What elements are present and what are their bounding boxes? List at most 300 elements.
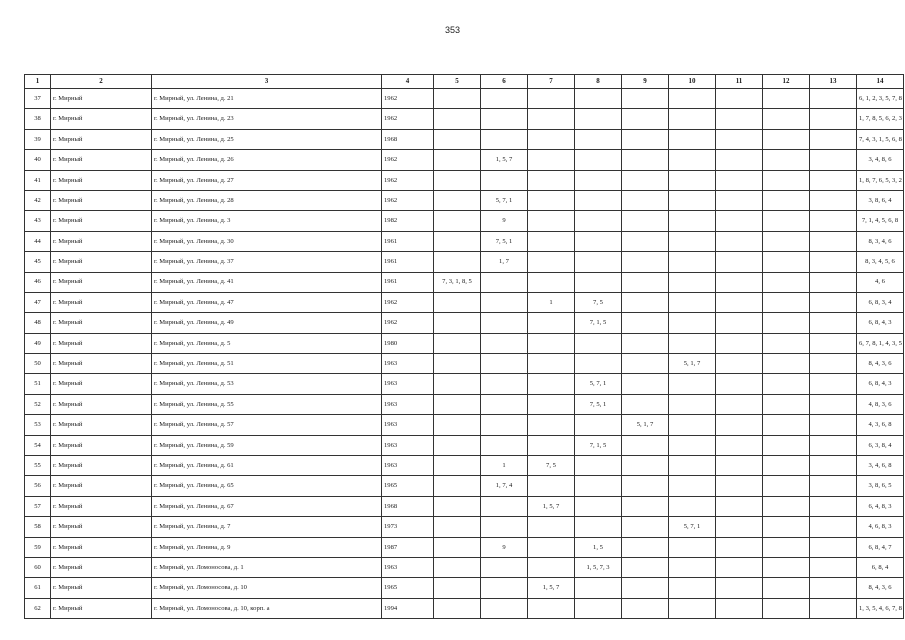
col10-cell <box>669 496 716 516</box>
col9-cell <box>622 190 669 210</box>
col6-cell: 1 <box>481 456 528 476</box>
column-header: 5 <box>434 75 481 89</box>
settlement-cell: г. Мирный <box>51 496 152 516</box>
col12-cell <box>763 517 810 537</box>
col5-cell <box>434 109 481 129</box>
col14-cell: 3, 4, 8, 6 <box>857 150 904 170</box>
col14-cell: 6, 8, 3, 4 <box>857 292 904 312</box>
table-row <box>25 170 904 190</box>
col11-cell <box>716 190 763 210</box>
col10-cell: 5, 1, 7 <box>669 354 716 374</box>
row-number: 56 <box>25 476 51 496</box>
table-row <box>25 537 904 557</box>
address-cell: г. Мирный, ул. Ломоносова, д. 10, корп. а <box>152 598 382 618</box>
col12-cell <box>763 252 810 272</box>
col14-cell: 8, 4, 3, 6 <box>857 578 904 598</box>
row-number: 55 <box>25 456 51 476</box>
table-row <box>25 557 904 577</box>
col14-cell: 6, 8, 4, 3 <box>857 313 904 333</box>
col10-cell <box>669 89 716 109</box>
col7-cell <box>528 272 575 292</box>
address-cell: г. Мирный, ул. Ленина, д. 53 <box>152 374 382 394</box>
col11-cell <box>716 354 763 374</box>
table-row <box>25 415 904 435</box>
col6-cell <box>481 313 528 333</box>
settlement-cell: г. Мирный <box>51 476 152 496</box>
col10-cell <box>669 292 716 312</box>
col9-cell <box>622 476 669 496</box>
col6-cell <box>481 354 528 374</box>
column-header: 14 <box>857 75 904 89</box>
col10-cell <box>669 150 716 170</box>
col12-cell <box>763 354 810 374</box>
col9-cell <box>622 170 669 190</box>
col8-cell <box>575 150 622 170</box>
address-cell: г. Мирный, ул. Ленина, д. 3 <box>152 211 382 231</box>
col12-cell <box>763 557 810 577</box>
address-cell: г. Мирный, ул. Ленина, д. 67 <box>152 496 382 516</box>
col6-cell: 9 <box>481 537 528 557</box>
col8-cell <box>575 231 622 251</box>
col7-cell <box>528 333 575 353</box>
col9-cell <box>622 374 669 394</box>
col7-cell <box>528 252 575 272</box>
col6-cell <box>481 129 528 149</box>
table-row <box>25 394 904 414</box>
col6-cell: 7, 5, 1 <box>481 231 528 251</box>
col11-cell <box>716 415 763 435</box>
col14-cell: 6, 8, 4, 3 <box>857 374 904 394</box>
col7-cell <box>528 211 575 231</box>
col5-cell <box>434 190 481 210</box>
row-number: 38 <box>25 109 51 129</box>
col14-cell: 8, 3, 4, 6 <box>857 231 904 251</box>
col8-cell <box>575 170 622 190</box>
col9-cell <box>622 394 669 414</box>
settlement-cell: г. Мирный <box>51 272 152 292</box>
col11-cell <box>716 150 763 170</box>
col7-cell <box>528 89 575 109</box>
col8-cell: 7, 1, 5 <box>575 313 622 333</box>
col10-cell <box>669 394 716 414</box>
col6-cell <box>481 415 528 435</box>
col6-cell <box>481 496 528 516</box>
col7-cell: 1 <box>528 292 575 312</box>
table-row <box>25 211 904 231</box>
col12-cell <box>763 374 810 394</box>
col14-cell: 8, 4, 3, 6 <box>857 354 904 374</box>
housing-registry-table <box>24 74 904 619</box>
table-row <box>25 129 904 149</box>
col12-cell <box>763 435 810 455</box>
col6-cell <box>481 394 528 414</box>
col11-cell <box>716 578 763 598</box>
year-cell: 1963 <box>382 354 434 374</box>
col7-cell <box>528 415 575 435</box>
settlement-cell: г. Мирный <box>51 170 152 190</box>
col8-cell <box>575 190 622 210</box>
table-row <box>25 292 904 312</box>
col10-cell: 5, 7, 1 <box>669 517 716 537</box>
year-cell: 1973 <box>382 517 434 537</box>
col13-cell <box>810 415 857 435</box>
col14-cell: 6, 8, 4, 7 <box>857 537 904 557</box>
year-cell: 1965 <box>382 578 434 598</box>
col6-cell: 5, 7, 1 <box>481 190 528 210</box>
settlement-cell: г. Мирный <box>51 415 152 435</box>
col6-cell: 1, 7, 4 <box>481 476 528 496</box>
col7-cell <box>528 129 575 149</box>
col13-cell <box>810 231 857 251</box>
col8-cell: 7, 1, 5 <box>575 435 622 455</box>
col14-cell: 8, 3, 4, 5, 6 <box>857 252 904 272</box>
table-row <box>25 476 904 496</box>
col9-cell <box>622 109 669 129</box>
settlement-cell: г. Мирный <box>51 374 152 394</box>
col5-cell <box>434 537 481 557</box>
col11-cell <box>716 109 763 129</box>
col10-cell <box>669 456 716 476</box>
row-number: 41 <box>25 170 51 190</box>
col14-cell: 4, 6 <box>857 272 904 292</box>
col7-cell <box>528 394 575 414</box>
table-row <box>25 333 904 353</box>
col9-cell <box>622 313 669 333</box>
address-cell: г. Мирный, ул. Ленина, д. 28 <box>152 190 382 210</box>
settlement-cell: г. Мирный <box>51 394 152 414</box>
address-cell: г. Мирный, ул. Ленина, д. 59 <box>152 435 382 455</box>
col10-cell <box>669 109 716 129</box>
address-cell: г. Мирный, ул. Ленина, д. 37 <box>152 252 382 272</box>
col7-cell: 1, 5, 7 <box>528 496 575 516</box>
address-cell: г. Мирный, ул. Ленина, д. 25 <box>152 129 382 149</box>
column-header: 1 <box>25 75 51 89</box>
col8-cell <box>575 496 622 516</box>
col13-cell <box>810 272 857 292</box>
col14-cell: 1, 3, 5, 4, 6, 7, 8 <box>857 598 904 618</box>
col10-cell <box>669 435 716 455</box>
col7-cell <box>528 374 575 394</box>
col7-cell <box>528 435 575 455</box>
row-number: 51 <box>25 374 51 394</box>
year-cell: 1968 <box>382 496 434 516</box>
table-row <box>25 374 904 394</box>
col6-cell <box>481 292 528 312</box>
col9-cell <box>622 598 669 618</box>
col12-cell <box>763 109 810 129</box>
table-row <box>25 354 904 374</box>
col14-cell: 1, 8, 7, 6, 5, 3, 2 <box>857 170 904 190</box>
col10-cell <box>669 415 716 435</box>
col10-cell <box>669 252 716 272</box>
year-cell: 1963 <box>382 394 434 414</box>
settlement-cell: г. Мирный <box>51 190 152 210</box>
col9-cell <box>622 333 669 353</box>
col6-cell <box>481 557 528 577</box>
address-cell: г. Мирный, ул. Ленина, д. 27 <box>152 170 382 190</box>
col6-cell <box>481 517 528 537</box>
col8-cell <box>575 89 622 109</box>
column-header: 2 <box>51 75 152 89</box>
col5-cell <box>434 394 481 414</box>
year-cell: 1963 <box>382 374 434 394</box>
col9-cell <box>622 496 669 516</box>
col9-cell <box>622 252 669 272</box>
col12-cell <box>763 170 810 190</box>
col7-cell: 7, 5 <box>528 456 575 476</box>
column-number-header-row <box>25 75 904 89</box>
settlement-cell: г. Мирный <box>51 578 152 598</box>
col8-cell <box>575 211 622 231</box>
page-number: 353 <box>444 25 461 35</box>
col9-cell <box>622 354 669 374</box>
col13-cell <box>810 557 857 577</box>
col14-cell: 6, 7, 8, 1, 4, 3, 5 <box>857 333 904 353</box>
col7-cell <box>528 537 575 557</box>
col13-cell <box>810 354 857 374</box>
col5-cell <box>434 517 481 537</box>
col8-cell: 7, 5 <box>575 292 622 312</box>
col5-cell <box>434 456 481 476</box>
col7-cell <box>528 354 575 374</box>
col12-cell <box>763 190 810 210</box>
year-cell: 1963 <box>382 456 434 476</box>
row-number: 47 <box>25 292 51 312</box>
settlement-cell: г. Мирный <box>51 354 152 374</box>
col10-cell <box>669 557 716 577</box>
col14-cell: 3, 8, 6, 5 <box>857 476 904 496</box>
col13-cell <box>810 89 857 109</box>
address-cell: г. Мирный, ул. Ленина, д. 61 <box>152 456 382 476</box>
col10-cell <box>669 190 716 210</box>
col8-cell <box>575 415 622 435</box>
col10-cell <box>669 578 716 598</box>
col11-cell <box>716 272 763 292</box>
row-number: 37 <box>25 89 51 109</box>
col9-cell <box>622 456 669 476</box>
table-row <box>25 109 904 129</box>
address-cell: г. Мирный, ул. Ленина, д. 5 <box>152 333 382 353</box>
row-number: 43 <box>25 211 51 231</box>
col9-cell <box>622 129 669 149</box>
col5-cell <box>434 89 481 109</box>
col5-cell <box>434 476 481 496</box>
row-number: 54 <box>25 435 51 455</box>
col13-cell <box>810 211 857 231</box>
col11-cell <box>716 435 763 455</box>
col8-cell <box>575 354 622 374</box>
col13-cell <box>810 394 857 414</box>
col10-cell <box>669 170 716 190</box>
col9-cell <box>622 211 669 231</box>
table-row <box>25 313 904 333</box>
col11-cell <box>716 292 763 312</box>
col11-cell <box>716 456 763 476</box>
table-row <box>25 272 904 292</box>
table-row <box>25 190 904 210</box>
col12-cell <box>763 476 810 496</box>
col13-cell <box>810 129 857 149</box>
col13-cell <box>810 109 857 129</box>
col14-cell: 4, 6, 8, 3 <box>857 517 904 537</box>
settlement-cell: г. Мирный <box>51 211 152 231</box>
year-cell: 1961 <box>382 231 434 251</box>
col6-cell <box>481 89 528 109</box>
col8-cell <box>575 476 622 496</box>
col10-cell <box>669 598 716 618</box>
table-row <box>25 231 904 251</box>
col11-cell <box>716 557 763 577</box>
table-row <box>25 89 904 109</box>
col12-cell <box>763 496 810 516</box>
col11-cell <box>716 129 763 149</box>
col10-cell <box>669 313 716 333</box>
col8-cell: 5, 7, 1 <box>575 374 622 394</box>
year-cell: 1962 <box>382 89 434 109</box>
col7-cell <box>528 476 575 496</box>
address-cell: г. Мирный, ул. Ленина, д. 51 <box>152 354 382 374</box>
column-header: 4 <box>382 75 434 89</box>
year-cell: 1962 <box>382 150 434 170</box>
col14-cell: 6, 1, 2, 3, 5, 7, 8 <box>857 89 904 109</box>
col7-cell <box>528 190 575 210</box>
col10-cell <box>669 272 716 292</box>
col14-cell: 3, 8, 6, 4 <box>857 190 904 210</box>
settlement-cell: г. Мирный <box>51 333 152 353</box>
col9-cell <box>622 517 669 537</box>
col6-cell <box>481 578 528 598</box>
address-cell: г. Мирный, ул. Ленина, д. 47 <box>152 292 382 312</box>
col12-cell <box>763 231 810 251</box>
col7-cell: 1, 5, 7 <box>528 578 575 598</box>
col12-cell <box>763 537 810 557</box>
col14-cell: 4, 3, 6, 8 <box>857 415 904 435</box>
row-number: 61 <box>25 578 51 598</box>
col12-cell <box>763 598 810 618</box>
col13-cell <box>810 537 857 557</box>
col6-cell <box>481 109 528 129</box>
col8-cell <box>575 456 622 476</box>
col14-cell: 6, 8, 4 <box>857 557 904 577</box>
col10-cell <box>669 537 716 557</box>
year-cell: 1982 <box>382 211 434 231</box>
year-cell: 1962 <box>382 170 434 190</box>
table-row <box>25 578 904 598</box>
col11-cell <box>716 231 763 251</box>
col11-cell <box>716 476 763 496</box>
address-cell: г. Мирный, ул. Ленина, д. 41 <box>152 272 382 292</box>
row-number: 62 <box>25 598 51 618</box>
row-number: 57 <box>25 496 51 516</box>
settlement-cell: г. Мирный <box>51 517 152 537</box>
year-cell: 1962 <box>382 109 434 129</box>
col8-cell <box>575 598 622 618</box>
col13-cell <box>810 496 857 516</box>
row-number: 53 <box>25 415 51 435</box>
address-cell: г. Мирный, ул. Ленина, д. 21 <box>152 89 382 109</box>
col11-cell <box>716 89 763 109</box>
column-header: 7 <box>528 75 575 89</box>
address-cell: г. Мирный, ул. Ломоносова, д. 1 <box>152 557 382 577</box>
col8-cell: 1, 5, 7, 3 <box>575 557 622 577</box>
col8-cell <box>575 129 622 149</box>
col6-cell <box>481 598 528 618</box>
col11-cell <box>716 496 763 516</box>
col6-cell <box>481 435 528 455</box>
col7-cell <box>528 598 575 618</box>
col8-cell <box>575 252 622 272</box>
year-cell: 1968 <box>382 129 434 149</box>
col9-cell <box>622 272 669 292</box>
col14-cell: 1, 7, 8, 5, 6, 2, 3 <box>857 109 904 129</box>
col11-cell <box>716 252 763 272</box>
col13-cell <box>810 578 857 598</box>
col5-cell <box>434 231 481 251</box>
row-number: 42 <box>25 190 51 210</box>
col5-cell <box>434 496 481 516</box>
col9-cell <box>622 292 669 312</box>
col10-cell <box>669 129 716 149</box>
address-cell: г. Мирный, ул. Ленина, д. 30 <box>152 231 382 251</box>
col13-cell <box>810 517 857 537</box>
col11-cell <box>716 333 763 353</box>
settlement-cell: г. Мирный <box>51 557 152 577</box>
col8-cell <box>575 578 622 598</box>
row-number: 49 <box>25 333 51 353</box>
row-number: 50 <box>25 354 51 374</box>
column-header: 9 <box>622 75 669 89</box>
table-row <box>25 252 904 272</box>
col13-cell <box>810 292 857 312</box>
col5-cell <box>434 374 481 394</box>
address-cell: г. Мирный, ул. Ленина, д. 23 <box>152 109 382 129</box>
row-number: 58 <box>25 517 51 537</box>
settlement-cell: г. Мирный <box>51 89 152 109</box>
col13-cell <box>810 313 857 333</box>
col13-cell <box>810 170 857 190</box>
col6-cell: 1, 7 <box>481 252 528 272</box>
col11-cell <box>716 537 763 557</box>
col7-cell <box>528 150 575 170</box>
col9-cell <box>622 537 669 557</box>
col11-cell <box>716 374 763 394</box>
col12-cell <box>763 394 810 414</box>
col14-cell: 6, 3, 8, 4 <box>857 435 904 455</box>
column-header: 11 <box>716 75 763 89</box>
col12-cell <box>763 578 810 598</box>
row-number: 39 <box>25 129 51 149</box>
row-number: 44 <box>25 231 51 251</box>
col14-cell: 7, 4, 3, 1, 5, 6, 8 <box>857 129 904 149</box>
col10-cell <box>669 374 716 394</box>
table-row <box>25 150 904 170</box>
year-cell: 1962 <box>382 313 434 333</box>
col5-cell <box>434 129 481 149</box>
col8-cell <box>575 333 622 353</box>
settlement-cell: г. Мирный <box>51 292 152 312</box>
col10-cell <box>669 476 716 496</box>
col8-cell: 1, 5 <box>575 537 622 557</box>
col5-cell <box>434 252 481 272</box>
col12-cell <box>763 211 810 231</box>
settlement-cell: г. Мирный <box>51 456 152 476</box>
col6-cell: 1, 5, 7 <box>481 150 528 170</box>
col13-cell <box>810 476 857 496</box>
row-number: 52 <box>25 394 51 414</box>
year-cell: 1965 <box>382 476 434 496</box>
col12-cell <box>763 129 810 149</box>
col5-cell <box>434 415 481 435</box>
